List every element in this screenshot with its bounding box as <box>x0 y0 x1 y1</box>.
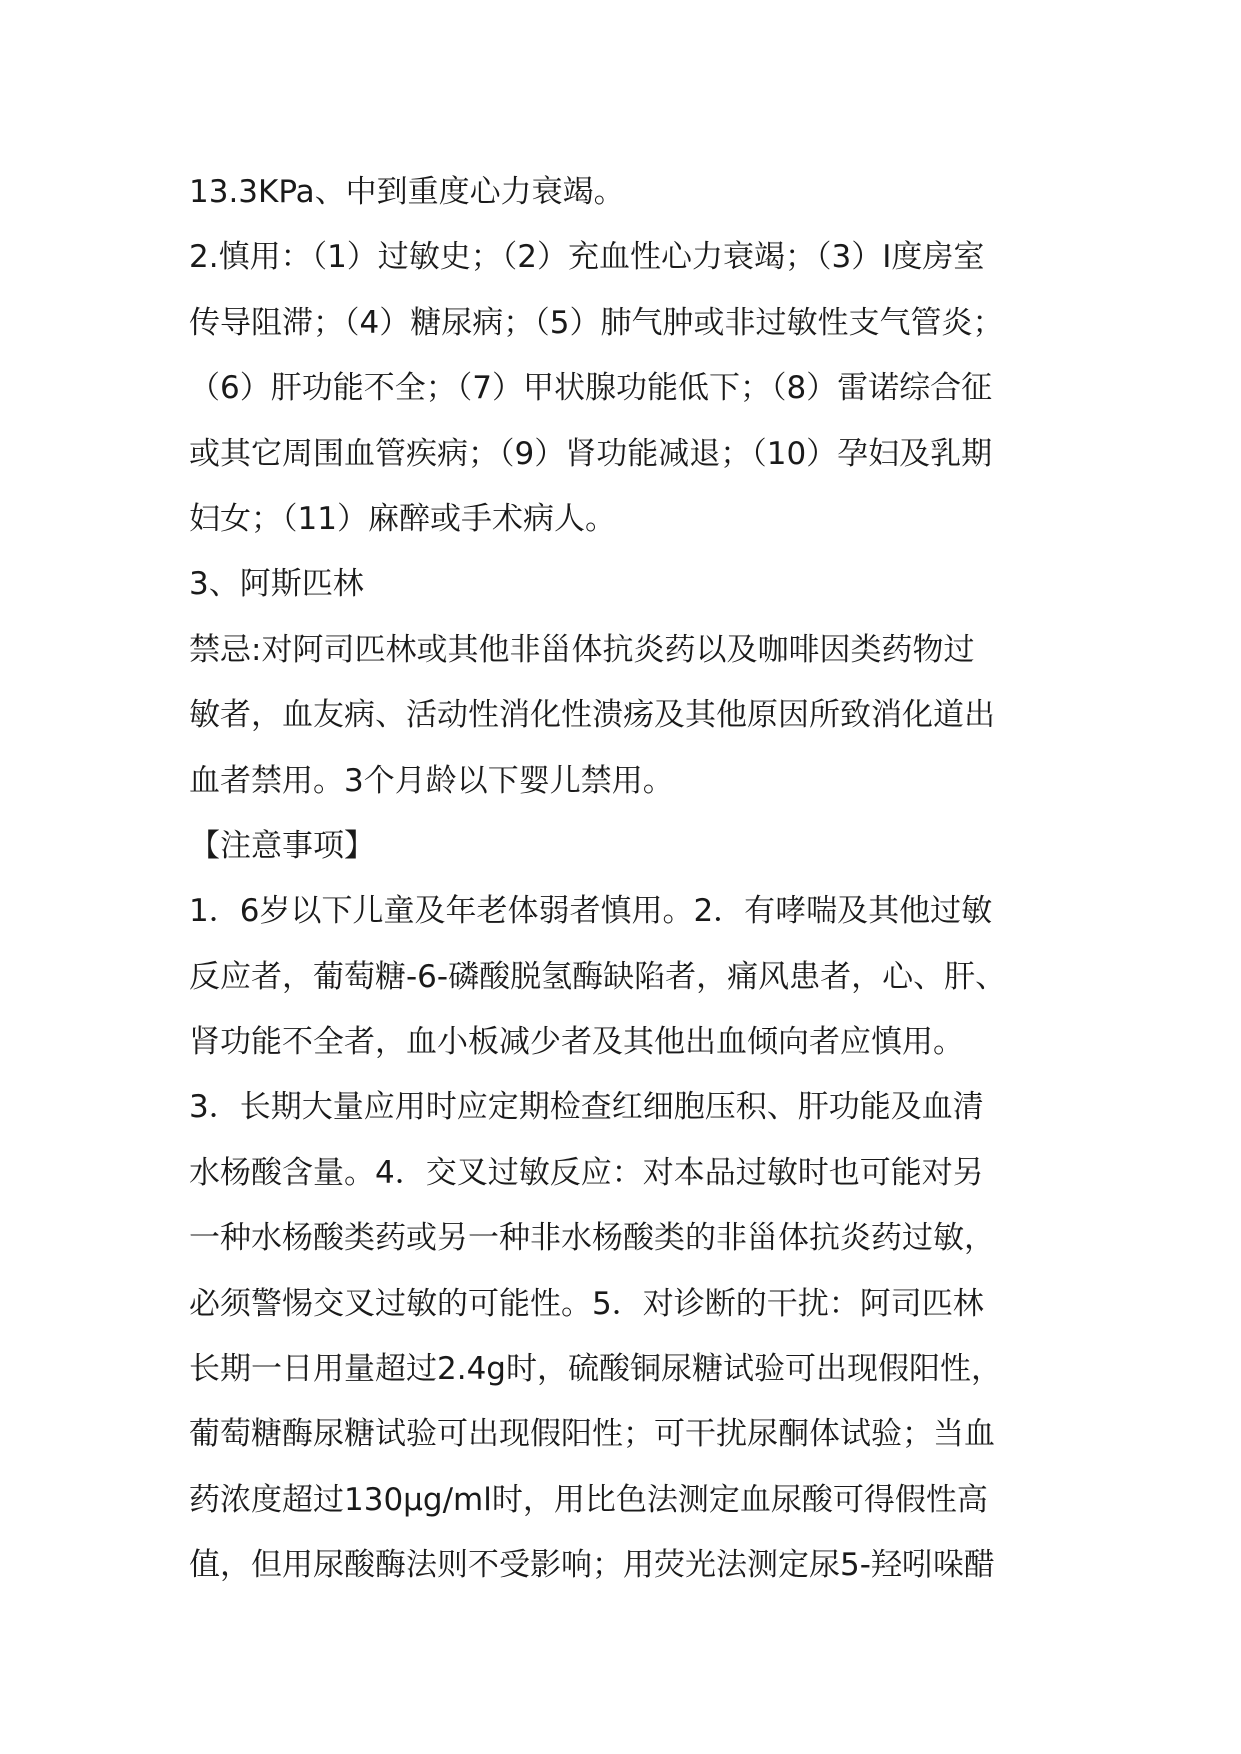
document-body <box>189 160 1059 1599</box>
text-line: 血者禁用。3个月龄以下婴儿禁用。 <box>189 762 674 799</box>
text-line: 敏者，血友病、活动性消化性溃疡及其他原因所致消化道出 <box>189 697 995 734</box>
text-line: 水杨酸含量。4．交叉过敏反应：对本品过敏时也可能对另 <box>189 1154 984 1191</box>
text-line: 3．长期大量应用时应定期检查红细胞压积、肝功能及血清 <box>189 1089 984 1126</box>
text-line: 1．6岁以下儿童及年老体弱者慎用。2．有哮喘及其他过敏 <box>189 893 993 930</box>
text-line: 肾功能不全者，血小板减少者及其他出血倾向者应慎用。 <box>189 1024 964 1061</box>
text-line: 值，但用尿酸酶法则不受影响；用荧光法测定尿5-羟吲哚醋 <box>189 1547 995 1584</box>
text-line: 妇女；（11）麻醉或手术病人。 <box>189 500 616 537</box>
text-line: 葡萄糖酶尿糖试验可出现假阳性；可干扰尿酮体试验；当血 <box>189 1416 995 1453</box>
text-line: 13.3KPa、中到重度心力衰竭。 <box>189 174 625 210</box>
text-line: 反应者，葡萄糖-6-磷酸脱氢酶缺陷者，痛风患者，心、肝、 <box>189 958 1007 995</box>
text-line: 或其它周围血管疾病；（9）肾功能减退；（10）孕妇及乳期 <box>189 435 993 472</box>
text-line: 禁忌:对阿司匹林或其他非甾体抗炎药以及咖啡因类药物过 <box>189 631 975 668</box>
text-line: （6）肝功能不全；（7）甲状腺功能低下；（8）雷诺综合征 <box>189 370 993 407</box>
text-line: 2.慎用：（1）过敏史；（2）充血性心力衰竭；（3）Ⅰ度房室 <box>189 239 985 276</box>
section-heading: 【注意事项】 <box>189 827 375 864</box>
text-line: 长期一日用量超过2.4g时，硫酸铜尿糖试验可出现假阳性， <box>189 1351 1002 1388</box>
text-line: 必须警惕交叉过敏的可能性。5．对诊断的干扰：阿司匹林 <box>189 1285 984 1322</box>
text-line: 传导阻滞；（4）糖尿病；（5）肺气肿或非过敏性支气管炎； <box>189 304 1004 341</box>
text-line: 药浓度超过130μg/ml时，用比色法测定血尿酸可得假性高 <box>189 1481 988 1518</box>
section-heading: 3、阿斯匹林 <box>189 566 364 603</box>
text-line: 一种水杨酸类药或另一种非水杨酸类的非甾体抗炎药过敏， <box>189 1220 995 1257</box>
